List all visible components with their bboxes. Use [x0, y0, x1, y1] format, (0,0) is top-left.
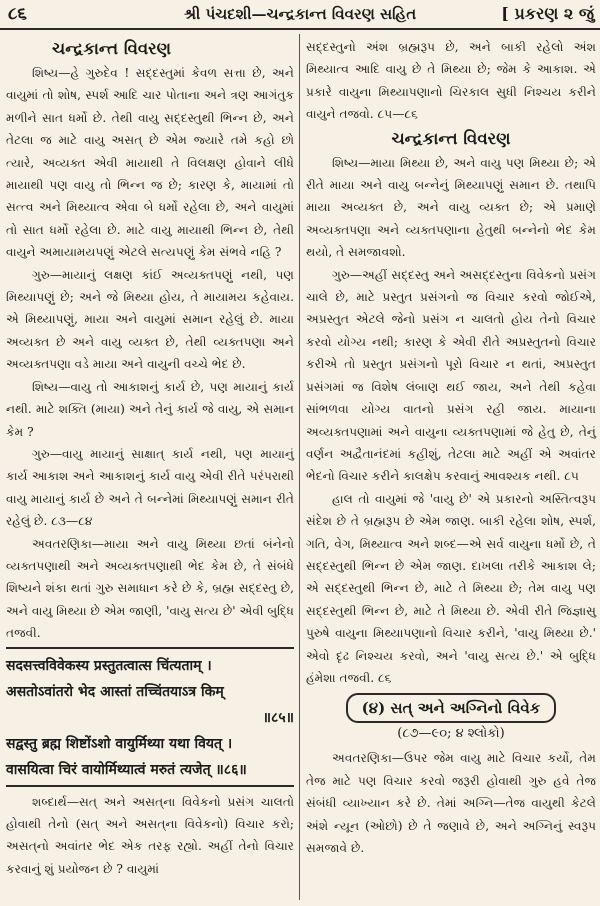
- left-column: [6, 36, 294, 880]
- section-title-box: (૪) સત્ અને અગ્નિનો વિવેક: [346, 693, 556, 723]
- verse-line: वासयित्वा चिरं वायोर्मिथ्यात्वं मरुतं त्यजेत् ॥८६॥: [6, 761, 247, 778]
- verse-number: ॥८५॥: [262, 709, 294, 726]
- paragraph: અવતરણિકા—ઉપર જેમ વાયુ માટે વિચાર કર્યો, તેમ તેજ માટે પણ વિચાર કરવો જરૂરી હોવાથી ગુરુ હવે તેજ સંબંધી વ્યાખ્યાન કરે છે. તેમાં અગ્નિ—તેજ વાયુથી કેટલે અંશે ન્યૂન (ઓછો) છે તે જણાવે છે, અને અગ્નિનું સ્વરૂપ સમજાવે છે.: [306, 751, 596, 855]
- verse-line: सदसत्त्वविवेकस्य प्रस्तुतत्वात्स चिंत्यताम् ।: [6, 657, 212, 674]
- paragraph: અવતરણિકા—માયા અને વાયુ મિથ્યા છતાં બંનેનો વ્યક્તપણાથી અને અવ્યક્તપણાથી ભેદ કેમ છે, તે સંબંધે શિષ્યને શંકા થતાં ગુરુ સમાધાન કરે છે કે, બ્રહ્મ સદ્દસ્તુ છે, અને વાયુ મિથ્યા છે એમ જાણી, 'વાયુ સત્ય છે' એવી બુદ્ધિ તજવી.: [6, 536, 294, 641]
- page-number: ૮૬: [8, 4, 27, 24]
- verse-rule-bottom: [6, 785, 294, 787]
- verse-rule-top: [6, 647, 294, 649]
- paragraph: શિષ્ય—હે ગુરુદેવ ! સદ્દસ્તુમાં કેવળ સત્તા છે, અને વાયુમાં તો શોષ, સ્પર્શ આદિ ચાર પોતાના અને ત્રણ આગંતુક મળીને સાત ધર્મો છે. તેથી વાયુ સદ્દસ્તુથી ભિન્ન છે, અને તેટલા જ માટે વાયુ અસત્ છે એમ જ્યારે તમે કહો છો ત્યારે, અવ્યક્ત એવી માયાથી તે વિલક્ષણ હોવાને લીધે માયાથી પણ વાયુ તો ભિન્ન જ છે; કારણ કે, માયામાં તો સત્ત્વ અને મિથ્યાત્વ એવા બે ધર્મો રહેલા છે, અને વાયુમાં તો સાત ધર્મો રહેલા છે. માટે વાયુ માયાથી ભિન્ન છે, તેથી વાયુને અમાયામયપણું એટલે સત્યપણું કેમ સંભવે નહિ ?: [6, 66, 294, 260]
- paragraph: ગુરુ—અહીં સદ્દસ્તુ અને અસદ્દસ્તુના વિવેકનો પ્રસંગ ચાલે છે, માટે પ્રસ્તુત પ્રસંગનો જ વિચાર કરવો જોઈએ, અપ્રસ્તુત એટલે જેનો પ્રસંગ ન ચાલતો હોય તેનો વિચાર કરવો યોગ્ય નથી; કારણ કે એવી રીતે અપ્રસ્તુતનો વિચાર કરીએ તો પ્રસ્તુત પ્રસંગનો પૂરો વિચાર ન થતાં, અપ્રસ્તુત પ્રસંગમાં જ વિશેષ લંબાણ થઈ જાય, અને તેથી કહેવા સાંભળવા યોગ્ય વાતનો પ્રસંગ રહી જાય. માયાના અવ્યક્તપણામાં અને વાયુના વ્યક્તપણામાં જે હેતુ છે, તેનું વર્ણન અદ્વૈતાનંદમાં કહીશું, તેટલા માટે અહીં એ અવાંતર ભેદનો વિચાર કરીને કાલક્ષેપ કરવાનું આવશ્યક નથી. ૮૫: [306, 267, 596, 484]
- paragraph: ગુરુ—માયાનું લક્ષણ કાંઈ અવ્યક્તપણું નથી, પણ મિથ્યાપણું છે; અને જે મિથ્યા હોય, તે માયામય કહેવાય. એ મિથ્યાપણું, માયા અને વાયુમાં સમાન રહેલું છે. માયા અવ્યક્ત છે અને વાયુ વ્યક્ત છે, તેથી વ્યક્તપણા અને અવ્યક્તપણા વડે માયા અને વાયુની વચ્ચે ભેદ છે.: [6, 267, 294, 372]
- paragraph: હાલ તો વાયુમાં જે 'વાયુ છે' એ પ્રકારનો અસ્તિત્વરૂપ સંદેશ છે તે બ્રહ્મરૂપ છે એમ જાણ. બાકી રહેલા શોષ, સ્પર્શ, ગતિ, વેગ, મિથ્યાત્વ અને શબ્દ—એ સર્વ વાયુના ધર્મો છે, તે સદ્દસ્તુથી ભિન્ન છે એમ જાણ. દાખલા તરીકે આકાશ લે; એ સદ્દસ્તુથી ભિન્ન છે, માટે તે મિથ્યા છે; તેમ વાયુ પણ સદ્દસ્તુથી ભિન્ન છે, માટે તે મિથ્યા છે. એવી રીતે જિજ્ઞાસુ પુરુષે વાયુના મિથ્યાપણાનો વિચાર કરીને, 'વાયુ મિથ્યા છે.' એવો દૃઢ નિશ્ચય કરવો, અને 'વાયુ સત્ય છે.' એ બુદ્ધિ હંમેશા તજવી. ૮૬: [306, 491, 596, 685]
- paragraph: શબ્દાર્થ—સત્ અને અસત્‌ના વિવેકનો પ્રસંગ ચાલતો હોવાથી તેનો (સત્ અને અસત્‌ના વિવેકનો) વિચાર કરો; અસત્‌નો અવાંતર ભેદ એક તરફ રહ્યો. અહીં તેનો વિચાર કરવાનું શું પ્રયોજન છે ? વાયુમાં: [6, 794, 294, 876]
- paragraph: ગુરુ—વાયુ માયાનું સાક્ષાત્ કાર્ય નથી, પણ માયાનું કાર્ય આકાશ અને આકાશનું કાર્ય વાયુ એવી રીતે પરંપરાથી વાયુ માયાનું કાર્ય છે અને તે બન્નેમાં મિથ્યાપણું સમાન રીતે રહેલું છે. ૮૩—૮૪: [6, 446, 294, 529]
- running-title: શ્રી પંચદશી—ચન્દ્રકાન્ત વિવરણ સહિત: [183, 5, 417, 23]
- verse-line: सद्वस्तु ब्रह्म शिष्टोंऽशो वायुर्मिथ्या यथा वियत् ।: [6, 735, 233, 752]
- column-divider: [299, 34, 300, 900]
- section-subtitle: (૮૭—૯૦; ૪ શ્લોકો): [397, 726, 505, 742]
- page-header: [0, 0, 600, 30]
- paragraph: સદ્દસ્તુનો અંશ બ્રહ્મરૂપ છે, અને બાકી રહેલો અંશ મિથ્યાત્વ આદિ વાયુ છે તે મિથ્યા છે; જેમ કે આકાશ. એ પ્રકારે વાયુના મિથ્યાપણાનો ચિરકાલ સુધી નિશ્ચય કરીને વાયુને તજવો. ૮૫—૮૬: [306, 40, 596, 122]
- paragraph: શિષ્ય—માયા મિથ્યા છે, અને વાયુ પણ મિથ્યા છે; એ રીતે માયા અને વાયુ બન્નેનું મિથ્યાપણું સમાન છે. તથાપિ માયા અવ્યક્ત છે, અને વાયુ વ્યક્ત છે; એ પ્રમાણે અવ્યક્તપણા અને વ્યક્તપણાના હેતુથી બન્નેનો ભેદ કેમ થયો, તે સમજાવશો.: [306, 155, 596, 260]
- chapter-label: [ પ્રકરણ ૨ જું: [501, 4, 594, 23]
- commentary-heading: ચન્દ્રકાન્ત વિવરણ: [52, 39, 172, 58]
- verse-line: असतोऽवांतरो भेद आस्तां तच्चिंतयाऽत्र किम्: [6, 683, 224, 700]
- right-column: [306, 36, 596, 859]
- paragraph: શિષ્ય—વાયુ તો આકાશનું કાર્ય છે, પણ માયાનું કાર્ય નથી. માટે શક્તિ (માયા) અને તેનું કાર્ય જે વાયુ, એ સમાન કેમ ?: [6, 379, 294, 439]
- commentary-heading: ચન્દ્રકાન્ત વિવરણ: [391, 128, 511, 148]
